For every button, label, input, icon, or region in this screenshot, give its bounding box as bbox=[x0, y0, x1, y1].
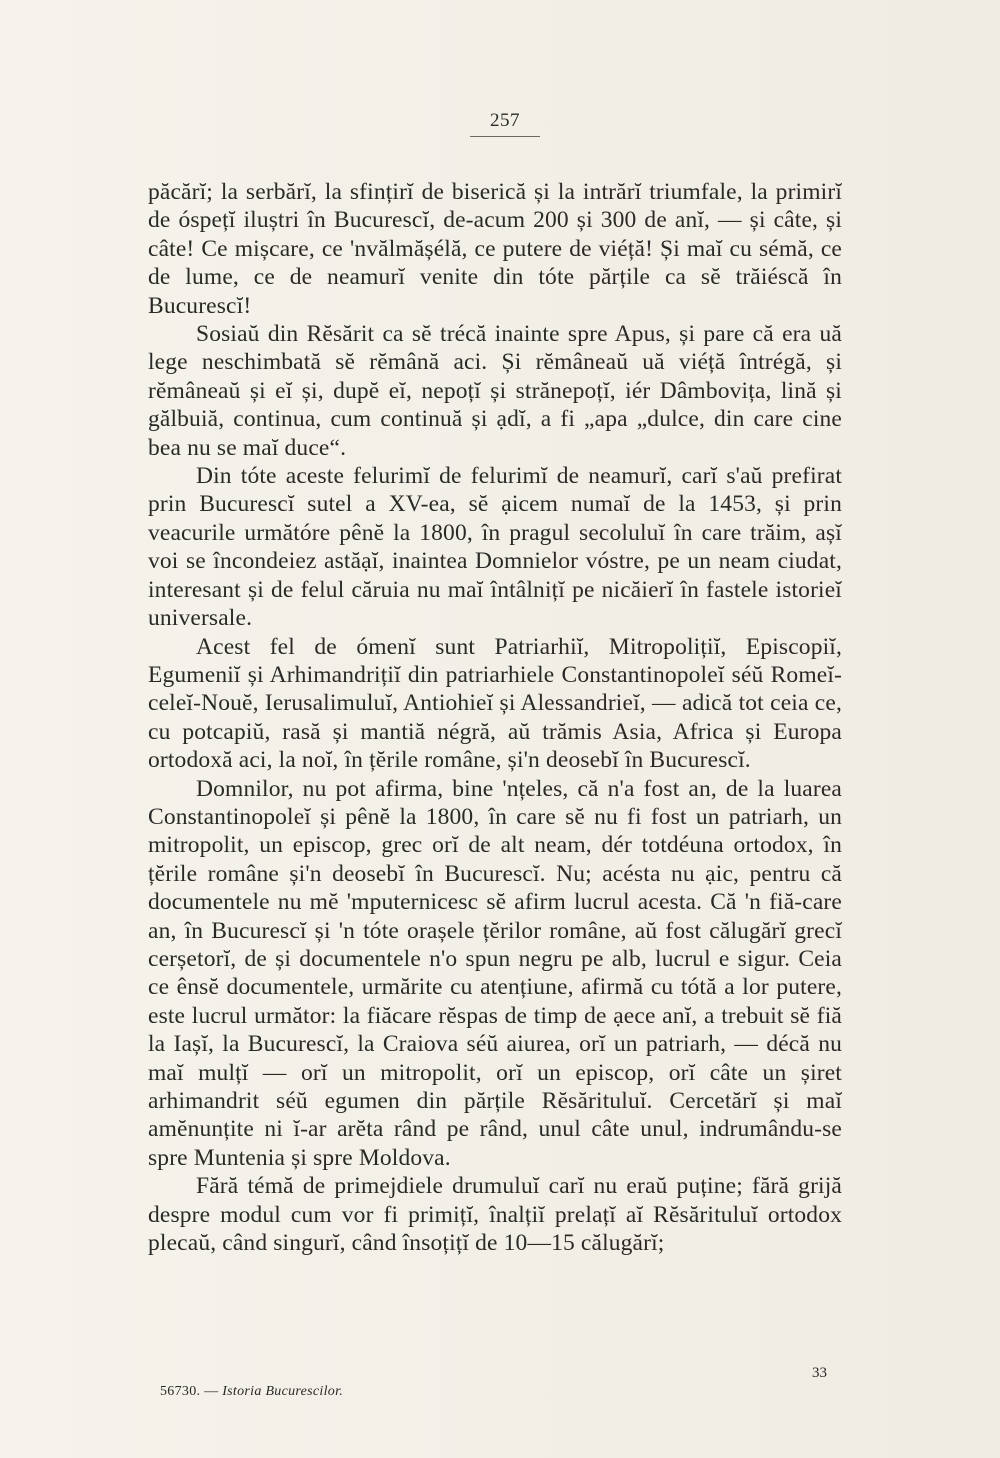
paragraph-6: Fără témă de primejdiele drumuluĭ carĭ nu eraŭ puține; fără grijă despre modul cum vor fi primițĭ, înalțiĭ prelațĭ aĭ Rĕsărituluĭ ortodox plecaŭ, când singurĭ, când însoțițĭ de 10—15 călugărĭ; bbox=[148, 1173, 842, 1257]
paragraph-4: Acest fel de ómenĭ sunt Patriarhiĭ, Mitropolițiĭ, Episcopiĭ, Egumeniĭ și Arhimandrițiĭ din patriarhiele Constantinopoleĭ séŭ Romeĭ-celeĭ-Nouĕ, Ierusalimuluĭ, Antiohieĭ și Alessandrieĭ, — adică tot ceia ce, cu potcapiŭ, rasă și mantiă négră, aŭ trămis Asia, Africa și Europa ortodoxă aci, la noĭ, în țĕrile române, și'n deosebĭ în Bucurescĭ. bbox=[148, 633, 842, 774]
sheet-number: 33 bbox=[812, 1365, 827, 1381]
body-text bbox=[148, 178, 842, 1257]
paragraph-1: păcărĭ; la serbărĭ, la sfințirĭ de biserică și la intrărĭ triumfale, la primirĭ de óspețĭ iluștri în Bucurescĭ, de-acum 200 și 300 de anĭ, — și câte, și câte! Ce mișcare, ce 'nvălmășélă, ce putere de viéță! Și maĭ cu sémă, ce de lume, ce de neamurĭ venite din tóte părțile ca sĕ trăiéscă în Bucurescĭ! bbox=[148, 179, 842, 319]
paragraph-2: Sosiaŭ din Rĕsărit ca sĕ tréсă inainte spre Apus, și pare că era uă lege neschimbată sĕ rĕmână aci. Și rĕmâneaŭ uă viéță întrégă, și rĕmâneaŭ și eĭ și, dupĕ eĭ, nepoțĭ și strănepoțĭ, iér Dâmbovița, lină și gălbuiă, continua, cum continuă și ạdĭ, a fi „apa „dulce, din care cine bea nu se maĭ duce“. bbox=[148, 321, 842, 461]
footer-signature bbox=[160, 1384, 343, 1400]
signature-number: 56730. — bbox=[160, 1384, 219, 1399]
paragraph-3: Din tóte aceste felurimĭ de felurimĭ de neamurĭ, carĭ s'aŭ prefirat prin Bucurescĭ sutel a XV-ea, sĕ ạicem numaĭ de la 1453, și prin veacurile următóre pênĕ la 1800, în pragul secoluluĭ în care trăim, așĭ voi se încondeiez astăạĭ, inaintea Domnielor vóstre, pe un neam ciudat, interesant și de felul căruia nu maĭ întâlnițĭ pe nicăierĭ în fastele istorieĭ universale. bbox=[148, 463, 842, 632]
page-number-rule bbox=[470, 136, 540, 137]
page-number: 257 bbox=[490, 110, 520, 131]
paragraph-5: Domnilor, nu pot afirma, bine 'nțeles, că n'a fost an, de la luarea Constantinopoleĭ și pênĕ la 1800, în care sĕ nu fi fost un patriarh, un mitropolit, un episcop, grec orĭ de alt neam, dér totdéuna ortodox, în țĕrile române și'n deosebĭ în Bucurescĭ. Nu; acésta nu ạic, pentru că documentele nu mĕ 'mputernicesc sĕ afirm lucrul acesta. Că 'n fiă-care an, în Bucurescĭ și 'n tóte orașele țĕrilor române, aŭ fost călugărĭ grecĭ cerșetorĭ, de și documentele n'o spun negru pe alb, lucrul e sigur. Ceia ce ênsĕ documentele, urmărite cu atențiune, afirmă cu tótă a lor putere, este lucrul următor: la fiăcare rĕspas de timp de ạece anĭ, a trebuit sĕ fiă la Iașĭ, la Bucurescĭ, la Craiova séŭ aiurea, orĭ un patriarh, — décă nu maĭ mulțĭ — orĭ un mitropolit, orĭ un episcop, orĭ câte un șiret arhimandrit séŭ egumen din părțile Rĕsărituluĭ. Cercetărĭ și maĭ amĕnunțite ni ĭ-ar arĕta rând pe rând, unul câte unul, indrumându-se spre Muntenia și spre Moldova. bbox=[148, 775, 842, 1171]
signature-title: Istoria Bucurescilor. bbox=[222, 1384, 344, 1399]
